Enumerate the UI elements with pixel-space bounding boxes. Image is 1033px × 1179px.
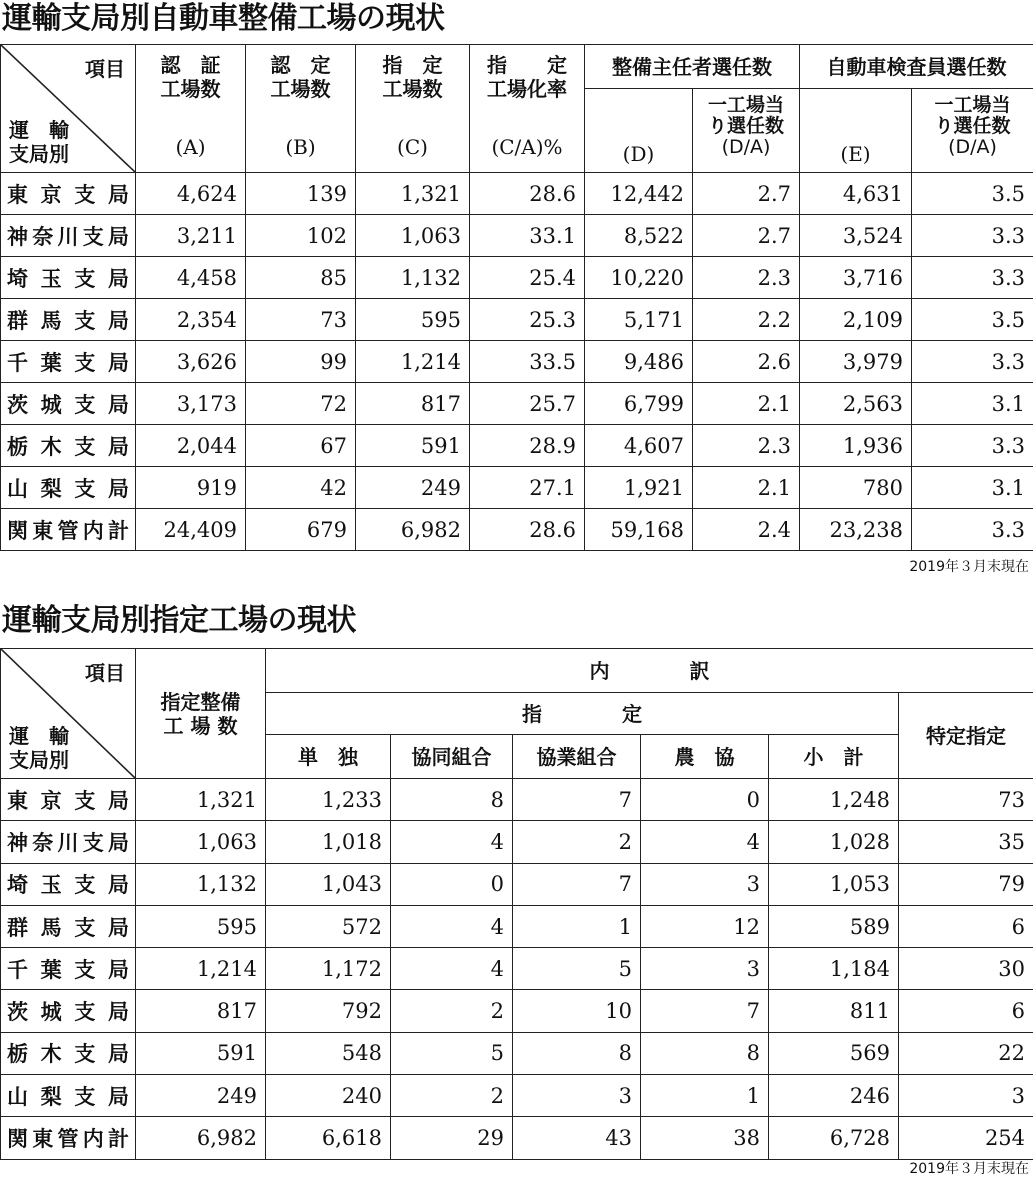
table-cell: 9,486: [585, 341, 693, 383]
header-certified-shops: [136, 45, 246, 173]
corner-bureau-label: [9, 118, 69, 166]
table-cell: 3,626: [136, 341, 246, 383]
bureau-name-cell: 埼玉支局: [1, 257, 136, 299]
header-designated-count: [136, 649, 266, 779]
designated-shop-breakdown-table: [0, 648, 1033, 1160]
table-cell: 1,248: [769, 779, 899, 821]
table-cell: 85: [246, 257, 356, 299]
table-cell: 59,168: [585, 509, 693, 551]
table-cell: 25.3: [470, 299, 585, 341]
table-cell: 7: [641, 990, 769, 1032]
table-cell: 2.6: [693, 341, 800, 383]
table-cell: 24,409: [136, 509, 246, 551]
table-cell: 3.5: [912, 173, 1033, 215]
table-cell: 2.1: [693, 467, 800, 509]
table-cell: 591: [356, 425, 470, 467]
table-cell: 8: [513, 1032, 641, 1074]
table-row: [1, 257, 1033, 299]
table-cell: 1,043: [266, 863, 391, 905]
table-cell: 1: [513, 905, 641, 947]
table-row: [1, 425, 1033, 467]
table-cell: 8: [391, 779, 513, 821]
header-designated-shops: [356, 45, 470, 173]
table-cell: 2,563: [800, 383, 912, 425]
table-cell: 817: [136, 990, 266, 1032]
header-per-e-line2: り選任数: [934, 115, 1011, 137]
table-cell: 3.3: [912, 215, 1033, 257]
table-cell: 33.5: [470, 341, 585, 383]
table-row: [1, 948, 1033, 990]
table-cell: 3,979: [800, 341, 912, 383]
table-cell: 10: [513, 990, 641, 1032]
header-a-line2: 工場数: [160, 77, 221, 101]
table-cell: 6: [899, 990, 1033, 1032]
table-cell: 10,220: [585, 257, 693, 299]
header-designated: 指 定: [266, 693, 899, 735]
header-per-d-line1: 一工場当: [707, 94, 784, 116]
bureau-name-cell: 栃木支局: [1, 425, 136, 467]
table-cell: 572: [266, 905, 391, 947]
table-cell: 2: [391, 1075, 513, 1117]
table-cell: 1,053: [769, 863, 899, 905]
table-cell: 3.5: [912, 299, 1033, 341]
header-per-d-line2: り選任数: [707, 115, 784, 137]
table-cell: 919: [136, 467, 246, 509]
table1-date-note: 2019年３月末現在: [909, 559, 1029, 575]
table-cell: 7: [513, 863, 641, 905]
table-row: [1, 509, 1033, 551]
table-cell: 1,321: [356, 173, 470, 215]
table-cell: 246: [769, 1075, 899, 1117]
corner-bureau-line2: 支局別: [9, 142, 69, 166]
table-cell: 811: [769, 990, 899, 1032]
table-cell: 12,442: [585, 173, 693, 215]
table-cell: 1,028: [769, 821, 899, 863]
table-cell: 1,321: [136, 779, 266, 821]
table-cell: 2.7: [693, 173, 800, 215]
header-count-line1: 指定整備: [160, 689, 241, 714]
table-cell: 2,354: [136, 299, 246, 341]
header-cooperative: 協同組合: [391, 735, 513, 779]
header-subtotal: 小 計: [769, 735, 899, 779]
table-cell: 591: [136, 1032, 266, 1074]
table-cell: 1,063: [356, 215, 470, 257]
table-cell: 27.1: [470, 467, 585, 509]
table-cell: 139: [246, 173, 356, 215]
table-cell: 28.9: [470, 425, 585, 467]
table-cell: 3.1: [912, 467, 1033, 509]
table-cell: 2.3: [693, 425, 800, 467]
table-cell: 249: [136, 1075, 266, 1117]
table-cell: 25.7: [470, 383, 585, 425]
table-cell: 8: [641, 1032, 769, 1074]
table-row: [1, 905, 1033, 947]
table-cell: 1,132: [136, 863, 266, 905]
corner-bureau-line2-2: 支局別: [9, 748, 69, 772]
table-cell: 7: [513, 779, 641, 821]
table-cell: 33.1: [470, 215, 585, 257]
header-c-line1: 指 定: [382, 53, 443, 77]
table-cell: 3: [513, 1075, 641, 1117]
bureau-name-cell: 神奈川支局: [1, 821, 136, 863]
bureau-name-cell: 山梨支局: [1, 1075, 136, 1117]
table-cell: 569: [769, 1032, 899, 1074]
table-cell: 22: [899, 1032, 1033, 1074]
table-row: [1, 821, 1033, 863]
header-designation-rate: [470, 45, 585, 173]
table-row: [1, 173, 1033, 215]
table-cell: 2: [513, 821, 641, 863]
table-cell: 4,624: [136, 173, 246, 215]
bureau-name-cell: 千葉支局: [1, 948, 136, 990]
table-row: [1, 1032, 1033, 1074]
table-cell: 1,063: [136, 821, 266, 863]
table-row: [1, 779, 1033, 821]
table-cell: 6,618: [266, 1117, 391, 1159]
header-managers-count: [585, 89, 693, 173]
header-a-line1: 認 証: [160, 53, 221, 77]
table-cell: 38: [641, 1117, 769, 1159]
table-cell: 2,109: [800, 299, 912, 341]
repair-shop-status-table: [0, 44, 1033, 551]
table-cell: 4: [641, 821, 769, 863]
header-rate-code: (C/A)%: [491, 135, 563, 159]
table-cell: 30: [899, 948, 1033, 990]
table-cell: 249: [356, 467, 470, 509]
bureau-name-cell: 山梨支局: [1, 467, 136, 509]
header-c-line2: 工場数: [382, 77, 443, 101]
bureau-name-cell: 群馬支局: [1, 905, 136, 947]
table-cell: 1,172: [266, 948, 391, 990]
table-cell: 254: [899, 1117, 1033, 1159]
table-cell: 4,607: [585, 425, 693, 467]
table-cell: 3: [641, 948, 769, 990]
table-row: [1, 383, 1033, 425]
table-cell: 2.4: [693, 509, 800, 551]
table-cell: 2: [391, 990, 513, 1032]
table-cell: 0: [391, 863, 513, 905]
table-cell: 29: [391, 1117, 513, 1159]
table-cell: 1,214: [136, 948, 266, 990]
table-cell: 5,171: [585, 299, 693, 341]
table-cell: 3: [899, 1075, 1033, 1117]
header-b-line2: 工場数: [270, 77, 331, 101]
table-cell: 3.3: [912, 509, 1033, 551]
bureau-name-cell: 東京支局: [1, 779, 136, 821]
table-cell: 6,728: [769, 1117, 899, 1159]
table-cell: 240: [266, 1075, 391, 1117]
table-cell: 1,018: [266, 821, 391, 863]
table-cell: 67: [246, 425, 356, 467]
header-a-code: (A): [175, 135, 206, 159]
table-row: [1, 863, 1033, 905]
table-cell: 589: [769, 905, 899, 947]
table-cell: 3,173: [136, 383, 246, 425]
table-row: [1, 1075, 1033, 1117]
header-managers-group: 整備主任者選任数: [585, 45, 800, 89]
header-d-code: (D): [622, 142, 655, 166]
table2-date-note: 2019年３月末現在: [909, 1161, 1029, 1177]
bureau-name-cell: 茨城支局: [1, 383, 136, 425]
header-count-line2: 工 場 数: [163, 713, 238, 738]
bureau-name-cell: 関東管内計: [1, 1117, 136, 1159]
bureau-name-cell: 東京支局: [1, 173, 136, 215]
table-cell: 12: [641, 905, 769, 947]
table-cell: 1,184: [769, 948, 899, 990]
table-cell: 3.1: [912, 383, 1033, 425]
header-per-e-line1: 一工場当: [934, 94, 1011, 116]
table-cell: 4,631: [800, 173, 912, 215]
bureau-name-cell: 群馬支局: [1, 299, 136, 341]
table-cell: 3,211: [136, 215, 246, 257]
table-cell: 4: [391, 948, 513, 990]
table-row: [1, 341, 1033, 383]
bureau-name-cell: 栃木支局: [1, 1032, 136, 1074]
table-cell: 25.4: [470, 257, 585, 299]
corner-bureau-line1-2: 運 輸: [9, 724, 69, 748]
table-cell: 73: [899, 779, 1033, 821]
table-cell: 6,982: [136, 1117, 266, 1159]
bureau-name-cell: 関東管内計: [1, 509, 136, 551]
table-cell: 1,214: [356, 341, 470, 383]
table-cell: 595: [136, 905, 266, 947]
table-cell: 42: [246, 467, 356, 509]
table-row: [1, 299, 1033, 341]
header-special-designated: 特定指定: [899, 693, 1033, 779]
table-cell: 28.6: [470, 509, 585, 551]
table-cell: 2.7: [693, 215, 800, 257]
table2-title: 運輸支局別指定工場の現状: [2, 603, 356, 638]
header-c-code: (C): [397, 135, 428, 159]
table-cell: 3,716: [800, 257, 912, 299]
table-cell: 2.1: [693, 383, 800, 425]
table-cell: 43: [513, 1117, 641, 1159]
header-e-code: (E): [840, 142, 871, 166]
table-cell: 595: [356, 299, 470, 341]
corner-bureau-label-2: [9, 724, 69, 772]
table-cell: 102: [246, 215, 356, 257]
corner-item-label-2: 項目: [85, 661, 125, 685]
header-managers-per-shop: [693, 89, 800, 173]
table-cell: 0: [641, 779, 769, 821]
table-cell: 3.3: [912, 257, 1033, 299]
table-row: [1, 990, 1033, 1032]
table-cell: 28.6: [470, 173, 585, 215]
table-cell: 1,921: [585, 467, 693, 509]
table-cell: 23,238: [800, 509, 912, 551]
table-cell: 6: [899, 905, 1033, 947]
corner-item-label: 項目: [85, 57, 125, 81]
table-cell: 1: [641, 1075, 769, 1117]
table-cell: 1,132: [356, 257, 470, 299]
bureau-name-cell: 茨城支局: [1, 990, 136, 1032]
table-row: [1, 467, 1033, 509]
table-cell: 5: [513, 948, 641, 990]
table-row: [1, 1117, 1033, 1159]
header-per-e-code: (D/A): [948, 136, 997, 158]
header-b-code: (B): [285, 135, 316, 159]
header-business-union: 協業組合: [513, 735, 641, 779]
header-rate-line1: 指 定: [487, 53, 567, 77]
bureau-name-cell: 千葉支局: [1, 341, 136, 383]
table-cell: 1,936: [800, 425, 912, 467]
table-cell: 72: [246, 383, 356, 425]
table-cell: 79: [899, 863, 1033, 905]
table-cell: 2,044: [136, 425, 246, 467]
table-cell: 2.2: [693, 299, 800, 341]
table-cell: 2.3: [693, 257, 800, 299]
header-inspectors-count: [800, 89, 912, 173]
bureau-name-cell: 神奈川支局: [1, 215, 136, 257]
header-b-line1: 認 定: [270, 53, 331, 77]
header-approved-shops: [246, 45, 356, 173]
corner-header-2: [1, 649, 136, 779]
table-cell: 817: [356, 383, 470, 425]
table-cell: 8,522: [585, 215, 693, 257]
table-cell: 3,524: [800, 215, 912, 257]
table-cell: 99: [246, 341, 356, 383]
bureau-name-cell: 埼玉支局: [1, 863, 136, 905]
table-cell: 4,458: [136, 257, 246, 299]
header-inspectors-per-shop: [912, 89, 1033, 173]
corner-bureau-line1: 運 輸: [9, 118, 69, 142]
table-cell: 780: [800, 467, 912, 509]
table-cell: 4: [391, 821, 513, 863]
table-cell: 73: [246, 299, 356, 341]
header-single: 単 独: [266, 735, 391, 779]
table-cell: 3.3: [912, 425, 1033, 467]
header-agricultural-coop: 農 協: [641, 735, 769, 779]
header-inspectors-group: 自動車検査員選任数: [800, 45, 1033, 89]
table-cell: 5: [391, 1032, 513, 1074]
header-breakdown: 内 訳: [266, 649, 1033, 693]
table-cell: 792: [266, 990, 391, 1032]
table1-title: 運輸支局別自動車整備工場の現状: [2, 1, 445, 36]
table-cell: 1,233: [266, 779, 391, 821]
table-cell: 35: [899, 821, 1033, 863]
table-cell: 679: [246, 509, 356, 551]
table-cell: 6,982: [356, 509, 470, 551]
corner-header: [1, 45, 136, 173]
table-cell: 548: [266, 1032, 391, 1074]
table-cell: 3.3: [912, 341, 1033, 383]
header-rate-line2: 工場化率: [487, 77, 567, 101]
table-row: [1, 215, 1033, 257]
header-per-d-code: (D/A): [721, 136, 771, 158]
table-cell: 4: [391, 905, 513, 947]
table-cell: 6,799: [585, 383, 693, 425]
table-cell: 3: [641, 863, 769, 905]
